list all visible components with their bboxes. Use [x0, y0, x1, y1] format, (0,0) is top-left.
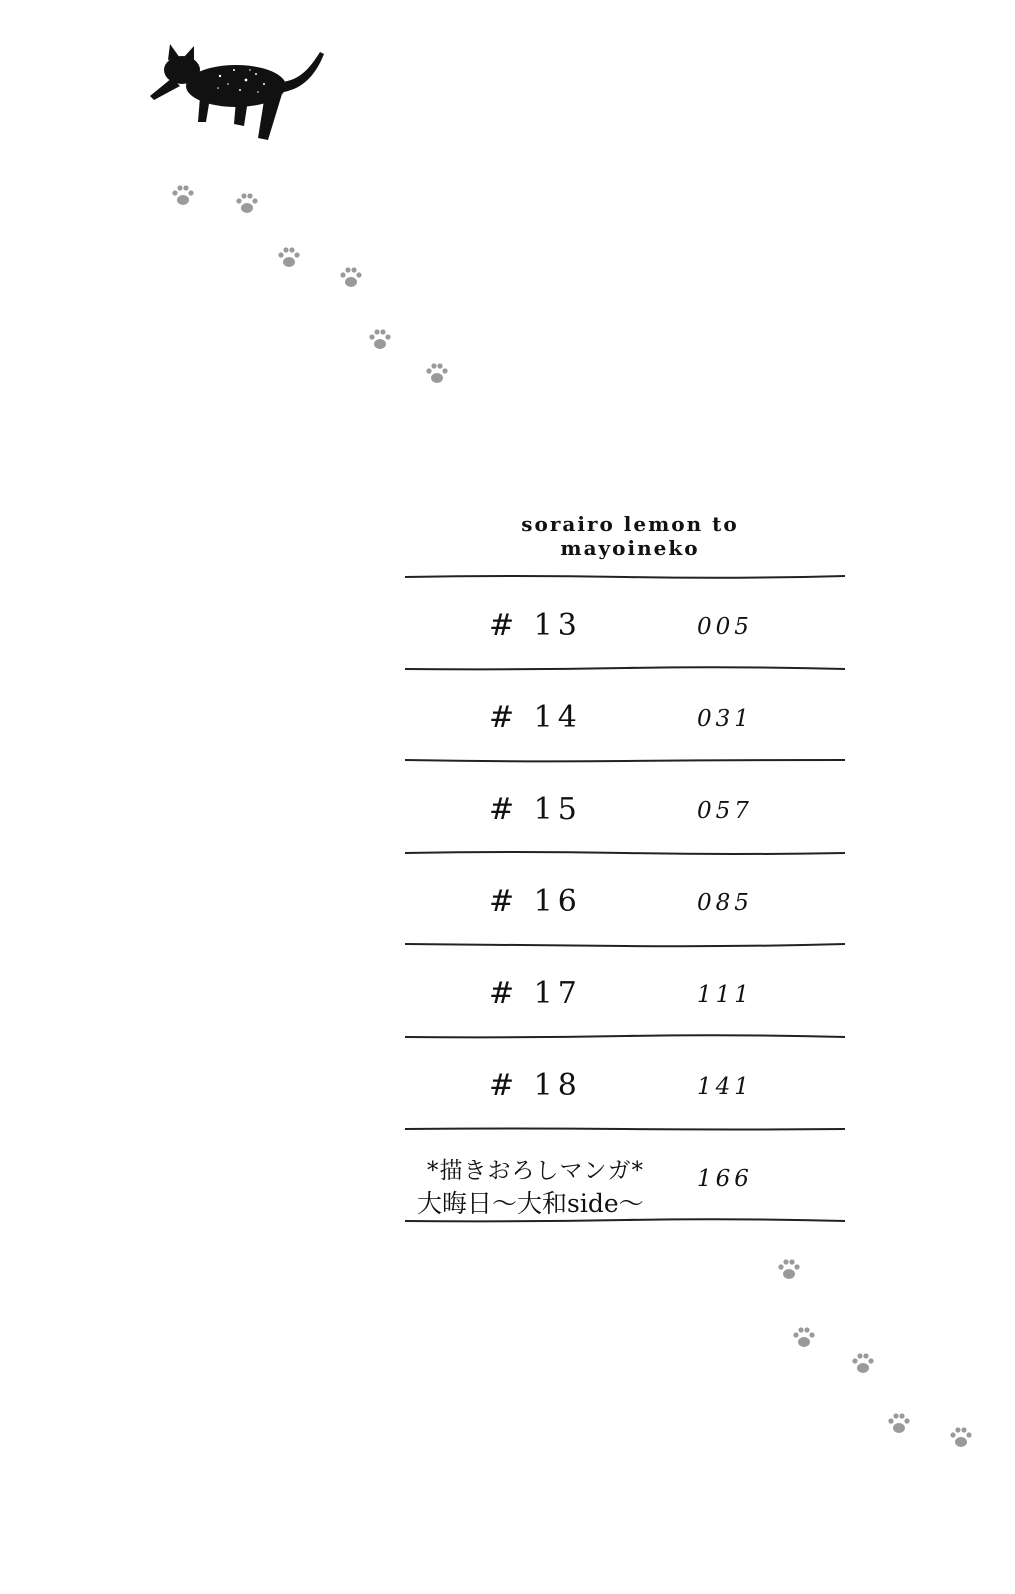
divider [405, 572, 845, 582]
paw-print-icon [424, 362, 450, 386]
series-title-line2: mayoineko [560, 536, 700, 560]
bonus-title: 大晦日〜大和side〜 [417, 1189, 644, 1218]
toc-row[interactable] [405, 766, 845, 848]
page-number: 031 [697, 706, 753, 732]
page-number: 111 [697, 982, 753, 1008]
series-title [480, 512, 780, 560]
divider [405, 756, 845, 766]
paw-print-icon [234, 192, 260, 216]
page-number: 057 [697, 798, 753, 824]
chapter-number: # 13 [489, 608, 582, 643]
page-number: 005 [697, 614, 753, 640]
table-of-contents [405, 572, 845, 1226]
paw-print-icon [367, 328, 393, 352]
divider [405, 940, 845, 950]
chapter-number: # 16 [489, 884, 582, 919]
paw-print-icon [791, 1326, 817, 1350]
toc-row[interactable] [405, 674, 845, 756]
divider [405, 1032, 845, 1042]
toc-row[interactable] [405, 950, 845, 1032]
chapter-number: # 17 [489, 976, 582, 1011]
chapter-number: # 18 [489, 1068, 582, 1103]
page-number: 141 [697, 1074, 753, 1100]
paw-print-icon [948, 1426, 974, 1450]
toc-row[interactable] [405, 858, 845, 940]
chapter-number: # 14 [489, 700, 582, 735]
divider [405, 848, 845, 858]
paw-print-icon [850, 1352, 876, 1376]
page-number: 085 [697, 890, 753, 916]
toc-row[interactable] [405, 1042, 845, 1124]
paw-print-icon [170, 184, 196, 208]
paw-print-icon [776, 1258, 802, 1282]
divider [405, 1124, 845, 1134]
page-number: 166 [697, 1166, 753, 1192]
divider [405, 664, 845, 674]
series-title-line1: sorairo lemon to [521, 512, 739, 536]
paw-print-icon [886, 1412, 912, 1436]
toc-row[interactable] [405, 582, 845, 664]
paw-print-icon [338, 266, 364, 290]
chapter-number: # 15 [489, 792, 582, 827]
paw-print-icon [276, 246, 302, 270]
cat-icon [148, 42, 328, 144]
bonus-label: *描きおろしマンガ* [427, 1158, 644, 1184]
toc-row-bonus[interactable] [405, 1134, 845, 1216]
